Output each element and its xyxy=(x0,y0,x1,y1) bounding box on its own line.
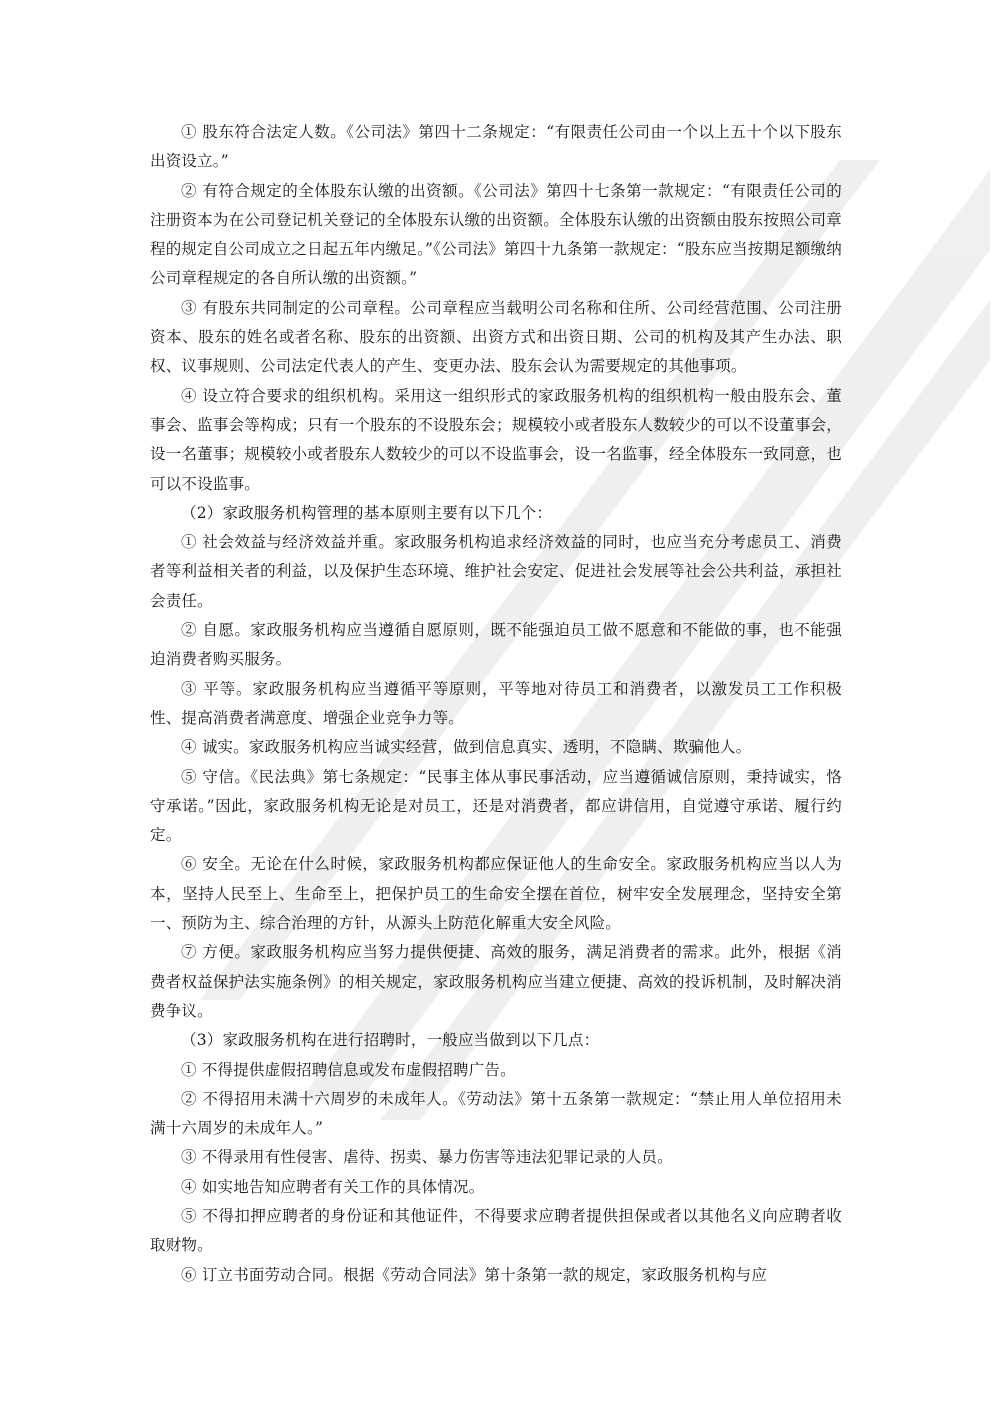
paragraph: ③ 不得录用有性侵害、虐待、拐卖、暴力伤害等违法犯罪记录的人员。 xyxy=(181,1148,673,1167)
paragraph: ③ 有股东共同制定的公司章程。公司章程应当载明公司名称和住所、公司经营范围、公司注册资本、股东的姓名或者名称、股东的出资额、出资方式和出资日期、公司的机构及其产生办法、职权、议事规则、公司法定代表人的产生、变更办法、股东会认为需要规定的其他事项。 xyxy=(150,298,842,376)
paragraph: ① 社会效益与经济效益并重。家政服务机构追求经济效益的同时，也应当充分考虑员工、消费者等利益相关者的利益，以及保护生态环境、维护社会安定、促进社会发展等社会公共利益，承担社会责任。 xyxy=(150,533,842,610)
paragraph: ① 不得提供虚假招聘信息或发布虚假招聘广告。 xyxy=(181,1060,516,1079)
paragraph: ④ 诚实。家政服务机构应当诚实经营，做到信息真实、透明，不隐瞒、欺骗他人。 xyxy=(181,738,752,757)
paragraph: ⑤ 不得扣押应聘者的身份证和其他证件，不得要求应聘者提供担保或者以其他名义向应聘者收取财物。 xyxy=(150,1206,842,1255)
body-text xyxy=(150,118,842,1290)
paragraph: ⑥ 安全。无论在什么时候，家政服务机构都应保证他人的生命安全。家政服务机构应当以人为本，坚持人民至上、生命至上，把保护员工的生命安全摆在首位，树牢安全发展理念，坚持安全第一、预防为主、综合治理的方针，从源头上防范化解重大安全风险。 xyxy=(150,855,842,933)
paragraph: ④ 如实地告知应聘者有关工作的具体情况。 xyxy=(181,1177,485,1196)
paragraph: ② 不得招用未满十六周岁的未成年人。《劳动法》第十五条第一款规定：“禁止用人单位招用未满十六周岁的未成年人。” xyxy=(150,1089,842,1138)
paragraph: ⑤ 守信。《民法典》第七条规定：“民事主体从事民事活动，应当遵循诚信原则，秉持诚实，恪守承诺。”因此，家政服务机构无论是对员工，还是对消费者，都应讲信用，自觉遵守承诺、履行约定。 xyxy=(150,767,842,845)
paragraph: ⑦ 方便。家政服务机构应当努力提供便捷、高效的服务，满足消费者的需求。此外，根据《消费者权益保护法实施条例》的相关规定，家政服务机构应当建立便捷、高效的投诉机制，及时解决消费争议。 xyxy=(150,943,842,1020)
section-heading: （2）家政服务机构管理的基本原则主要有以下几个： xyxy=(181,503,553,522)
paragraph: ③ 平等。家政服务机构应当遵循平等原则，平等地对待员工和消费者，以激发员工工作积极性、提高消费者满意度、增强企业竞争力等。 xyxy=(150,679,842,727)
paragraph: ② 有符合规定的全体股东认缴的出资额。《公司法》第四十七条第一款规定：“有限责任公司的注册资本为在公司登记机关登记的全体股东认缴的出资额。全体股东认缴的出资额由股东按照公司章程的规定自公司成立之日起五年内缴足。”《公司法》第四十九条第一款规定：“股东应当按期足额缴纳公司章程规定的各自所认缴的出资额。” xyxy=(150,181,842,288)
paragraph: ① 股东符合法定人数。《公司法》第四十二条规定：“有限责任公司由一个以上五十个以下股东出资设立。” xyxy=(150,123,842,171)
section-heading: （3）家政服务机构在进行招聘时，一般应当做到以下几点： xyxy=(181,1031,600,1050)
paragraph: ② 自愿。家政服务机构应当遵循自愿原则，既不能强迫员工做不愿意和不能做的事，也不能强迫消费者购买服务。 xyxy=(150,621,842,669)
paragraph: ④ 设立符合要求的组织机构。采用这一组织形式的家政服务机构的组织机构一般由股东会、董事会、监事会等构成；只有一个股东的不设股东会；规模较小或者股东人数较少的可以不设董事会，设一名董事；规模较小或者股东人数较少的可以不设监事会，设一名监事，经全体股东一致同意，也可以不设监事。 xyxy=(150,386,842,493)
paragraph: ⑥ 订立书面劳动合同。根据《劳动合同法》第十条第一款的规定，家政服务机构与应 xyxy=(181,1265,768,1284)
